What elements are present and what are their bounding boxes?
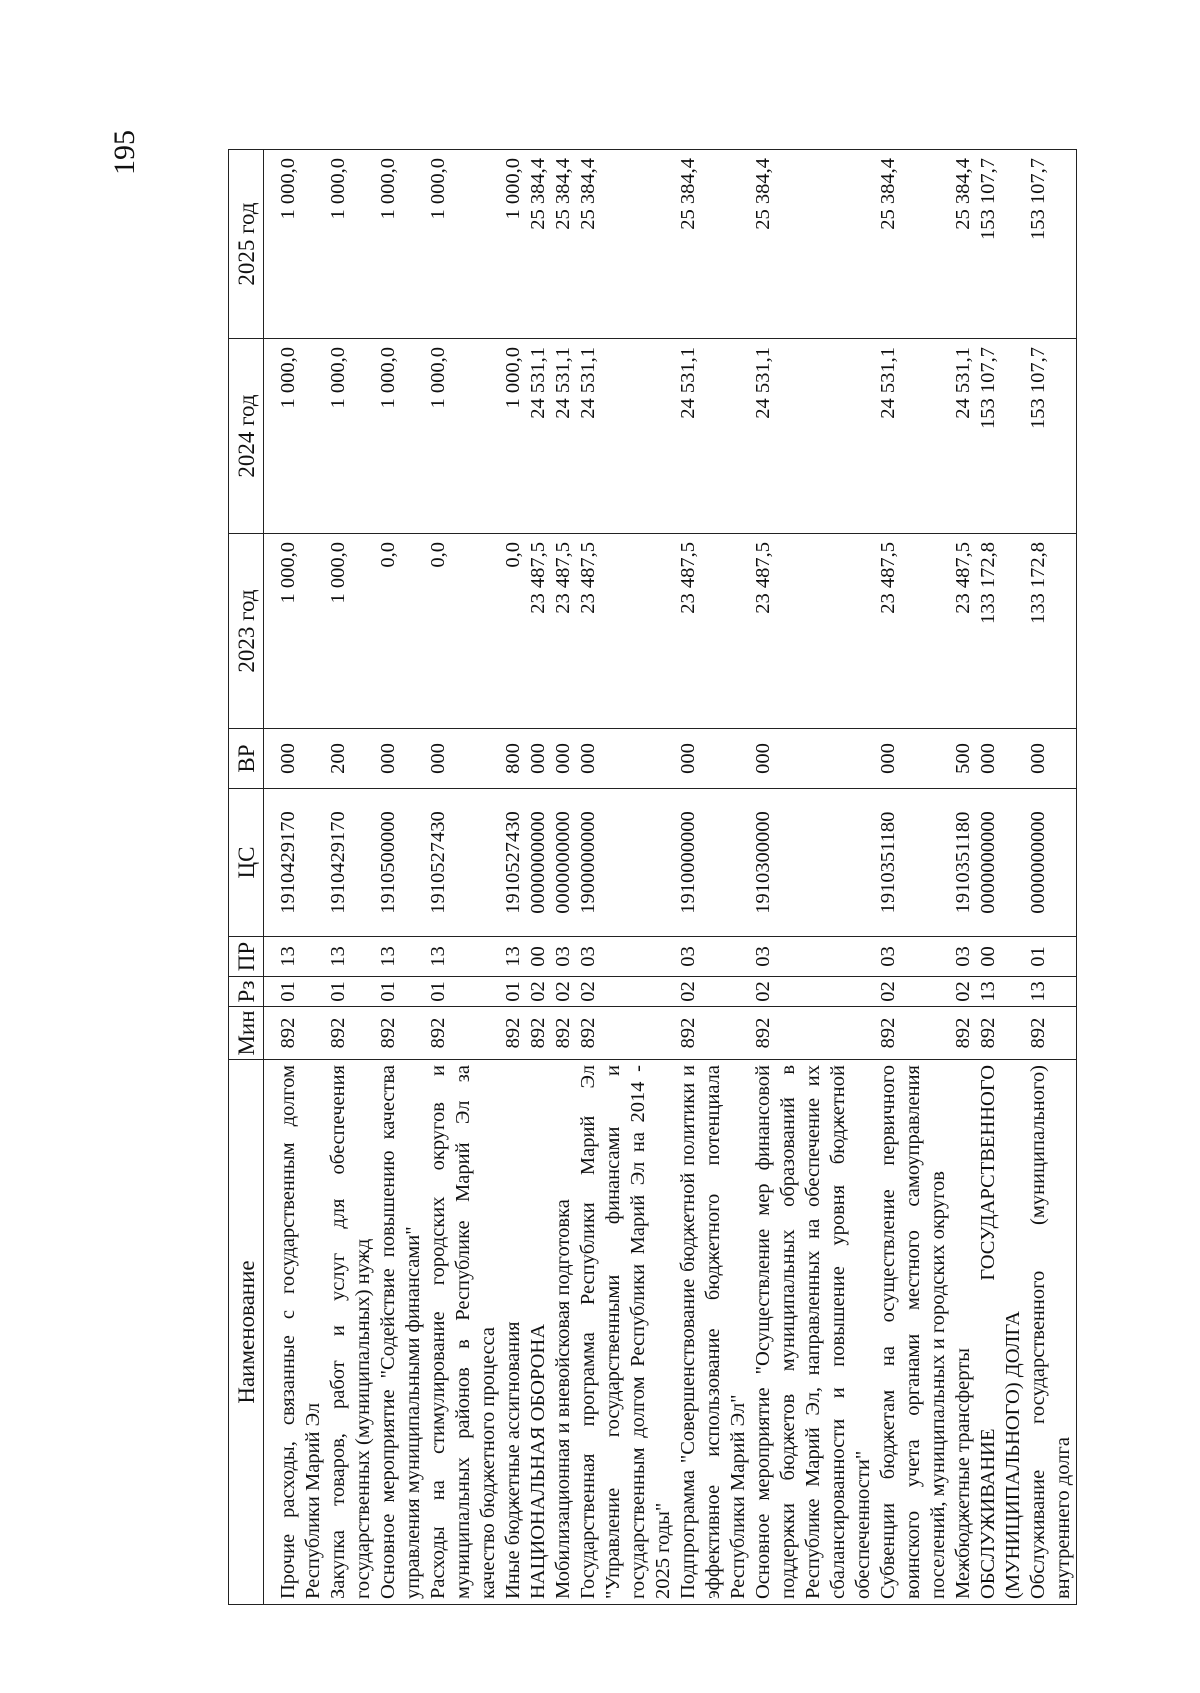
row-min: 892 xyxy=(676,1007,751,1060)
table-row xyxy=(326,150,376,1605)
row-2025: 25 384,4 xyxy=(676,150,751,339)
row-rz: 02 xyxy=(576,977,676,1007)
row-rz: 02 xyxy=(676,977,751,1007)
row-cs: 0000000000 xyxy=(526,789,551,937)
row-cs: 0000000000 xyxy=(976,789,1026,937)
row-2024: 153 107,7 xyxy=(976,339,1026,534)
row-2025: 1 000,0 xyxy=(326,150,376,339)
row-min: 892 xyxy=(1026,1007,1077,1060)
row-vr: 500 xyxy=(951,729,976,789)
row-cs: 1910300000 xyxy=(751,789,876,937)
row-name: Подпрограмма "Совершенствование бюджетной политики и эффективное использование бюджетного потенциала Республики Марий Эл" xyxy=(676,1060,751,1605)
row-2024: 1 000,0 xyxy=(376,339,426,534)
table-row xyxy=(526,150,551,1605)
row-name: Мобилизационная и вневойсковая подготовка xyxy=(551,1060,576,1605)
row-2025: 25 384,4 xyxy=(951,150,976,339)
row-pr: 13 xyxy=(426,937,501,977)
row-2024: 24 531,1 xyxy=(951,339,976,534)
row-2023: 0,0 xyxy=(426,534,501,729)
row-2025: 25 384,4 xyxy=(526,150,551,339)
row-2023: 23 487,5 xyxy=(551,534,576,729)
table-row xyxy=(951,150,976,1605)
row-rz: 02 xyxy=(526,977,551,1007)
row-name: Обслуживание государственного (муниципального) внутреннего долга xyxy=(1026,1060,1077,1605)
row-min: 892 xyxy=(576,1007,676,1060)
page-number: 195 xyxy=(108,130,141,175)
header-rz: Рз xyxy=(229,977,264,1007)
row-vr: 000 xyxy=(376,729,426,789)
row-cs: 1900000000 xyxy=(576,789,676,937)
row-vr: 000 xyxy=(751,729,876,789)
row-rz: 01 xyxy=(264,977,327,1007)
row-2024: 153 107,7 xyxy=(1026,339,1077,534)
row-name: Основное мероприятие "Содействие повышению качества управления муниципальными финансами" xyxy=(376,1060,426,1605)
row-rz: 02 xyxy=(876,977,951,1007)
table-row xyxy=(501,150,526,1605)
row-min: 892 xyxy=(751,1007,876,1060)
row-pr: 01 xyxy=(1026,937,1077,977)
row-cs: 1910351180 xyxy=(876,789,951,937)
row-2023: 23 487,5 xyxy=(751,534,876,729)
row-name: ОБСЛУЖИВАНИЕ ГОСУДАРСТВЕННОГО (МУНИЦИПАЛЬНОГО) ДОЛГА xyxy=(976,1060,1026,1605)
row-2025: 153 107,7 xyxy=(1026,150,1077,339)
row-cs: 1910527430 xyxy=(501,789,526,937)
header-min: Мин xyxy=(229,1007,264,1060)
row-2025: 25 384,4 xyxy=(576,150,676,339)
row-2023: 1 000,0 xyxy=(326,534,376,729)
row-2024: 24 531,1 xyxy=(576,339,676,534)
table-header-row xyxy=(229,150,264,1605)
row-pr: 03 xyxy=(551,937,576,977)
header-vr: ВР xyxy=(229,729,264,789)
row-2025: 1 000,0 xyxy=(501,150,526,339)
row-vr: 000 xyxy=(576,729,676,789)
row-name: Основное мероприятие "Осуществление мер финансовой поддержки бюджетов муниципальных образований в Республике Марий Эл, направленных на обеспечение их сбалансированности и повышение уровня бюджетной обеспеченности" xyxy=(751,1060,876,1605)
row-2024: 1 000,0 xyxy=(264,339,327,534)
row-cs: 1910351180 xyxy=(951,789,976,937)
row-min: 892 xyxy=(326,1007,376,1060)
row-2024: 24 531,1 xyxy=(526,339,551,534)
row-pr: 03 xyxy=(576,937,676,977)
row-pr: 03 xyxy=(951,937,976,977)
row-2023: 1 000,0 xyxy=(264,534,327,729)
table-row xyxy=(264,150,327,1605)
row-rz: 01 xyxy=(426,977,501,1007)
row-name: Субвенции бюджетам на осуществление первичного воинского учета органами местного самоуправления поселений, муниципальных и городских округов xyxy=(876,1060,951,1605)
row-2024: 1 000,0 xyxy=(326,339,376,534)
row-min: 892 xyxy=(426,1007,501,1060)
table-row xyxy=(976,150,1026,1605)
row-vr: 800 xyxy=(501,729,526,789)
table-row xyxy=(576,150,676,1605)
row-name: НАЦИОНАЛЬНАЯ ОБОРОНА xyxy=(526,1060,551,1605)
header-cs: ЦС xyxy=(229,789,264,937)
row-vr: 000 xyxy=(976,729,1026,789)
budget-table xyxy=(228,149,1077,1605)
row-2024: 24 531,1 xyxy=(751,339,876,534)
row-2023: 0,0 xyxy=(376,534,426,729)
row-min: 892 xyxy=(501,1007,526,1060)
table-row xyxy=(751,150,876,1605)
row-cs: 0000000000 xyxy=(1026,789,1077,937)
row-name: Закупка товаров, работ и услуг для обеспечения государственных (муниципальных) нужд xyxy=(326,1060,376,1605)
row-vr: 000 xyxy=(1026,729,1077,789)
row-cs: 1910429170 xyxy=(326,789,376,937)
row-rz: 02 xyxy=(751,977,876,1007)
header-2024: 2024 год xyxy=(229,339,264,534)
row-pr: 03 xyxy=(676,937,751,977)
row-rz: 13 xyxy=(1026,977,1077,1007)
table-row xyxy=(426,150,501,1605)
row-2024: 1 000,0 xyxy=(501,339,526,534)
row-pr: 03 xyxy=(876,937,951,977)
row-cs: 1910429170 xyxy=(264,789,327,937)
row-name: Расходы на стимулирование городских округов и муниципальных районов в Республике Марий Эл за качество бюджетного процесса xyxy=(426,1060,501,1605)
row-vr: 000 xyxy=(426,729,501,789)
table-row xyxy=(676,150,751,1605)
row-2025: 153 107,7 xyxy=(976,150,1026,339)
row-2025: 25 384,4 xyxy=(876,150,951,339)
row-min: 892 xyxy=(976,1007,1026,1060)
row-2025: 1 000,0 xyxy=(426,150,501,339)
row-2025: 25 384,4 xyxy=(751,150,876,339)
row-2023: 23 487,5 xyxy=(576,534,676,729)
row-pr: 00 xyxy=(976,937,1026,977)
row-pr: 13 xyxy=(264,937,327,977)
row-2024: 24 531,1 xyxy=(676,339,751,534)
row-min: 892 xyxy=(951,1007,976,1060)
row-min: 892 xyxy=(526,1007,551,1060)
row-vr: 000 xyxy=(526,729,551,789)
header-2023: 2023 год xyxy=(229,534,264,729)
row-name: Иные бюджетные ассигнования xyxy=(501,1060,526,1605)
row-2024: 24 531,1 xyxy=(551,339,576,534)
row-min: 892 xyxy=(376,1007,426,1060)
row-2023: 23 487,5 xyxy=(951,534,976,729)
header-name: Наименование xyxy=(229,1060,264,1605)
row-rz: 02 xyxy=(551,977,576,1007)
row-name: Государственная программа Республики Марий Эл "Управление государственными финансами и государственным долгом Республики Марий Эл на 2014 - 2025 годы" xyxy=(576,1060,676,1605)
budget-table-container xyxy=(228,150,1074,1605)
row-vr: 000 xyxy=(876,729,951,789)
row-2023: 0,0 xyxy=(501,534,526,729)
row-2023: 23 487,5 xyxy=(526,534,551,729)
row-pr: 00 xyxy=(526,937,551,977)
row-name: Прочие расходы, связанные с государственным долгом Республики Марий Эл xyxy=(264,1060,327,1605)
row-rz: 02 xyxy=(951,977,976,1007)
row-rz: 01 xyxy=(326,977,376,1007)
row-2025: 1 000,0 xyxy=(376,150,426,339)
header-pr: ПР xyxy=(229,937,264,977)
row-cs: 1910527430 xyxy=(426,789,501,937)
row-rz: 01 xyxy=(501,977,526,1007)
row-rz: 01 xyxy=(376,977,426,1007)
row-min: 892 xyxy=(551,1007,576,1060)
row-2023: 133 172,8 xyxy=(976,534,1026,729)
table-row xyxy=(1026,150,1077,1605)
row-min: 892 xyxy=(264,1007,327,1060)
row-cs: 0000000000 xyxy=(551,789,576,937)
row-2025: 25 384,4 xyxy=(551,150,576,339)
row-cs: 1910000000 xyxy=(676,789,751,937)
row-2023: 23 487,5 xyxy=(876,534,951,729)
row-2024: 1 000,0 xyxy=(426,339,501,534)
row-2024: 24 531,1 xyxy=(876,339,951,534)
row-min: 892 xyxy=(876,1007,951,1060)
row-pr: 13 xyxy=(376,937,426,977)
table-row xyxy=(376,150,426,1605)
row-vr: 200 xyxy=(326,729,376,789)
row-cs: 1910500000 xyxy=(376,789,426,937)
row-rz: 13 xyxy=(976,977,1026,1007)
row-vr: 000 xyxy=(676,729,751,789)
row-pr: 03 xyxy=(751,937,876,977)
table-row xyxy=(876,150,951,1605)
header-2025: 2025 год xyxy=(229,150,264,339)
row-2023: 23 487,5 xyxy=(676,534,751,729)
row-pr: 13 xyxy=(326,937,376,977)
table-row xyxy=(551,150,576,1605)
row-2025: 1 000,0 xyxy=(264,150,327,339)
row-vr: 000 xyxy=(264,729,327,789)
row-pr: 13 xyxy=(501,937,526,977)
row-name: Межбюджетные трансферты xyxy=(951,1060,976,1605)
row-vr: 000 xyxy=(551,729,576,789)
row-2023: 133 172,8 xyxy=(1026,534,1077,729)
